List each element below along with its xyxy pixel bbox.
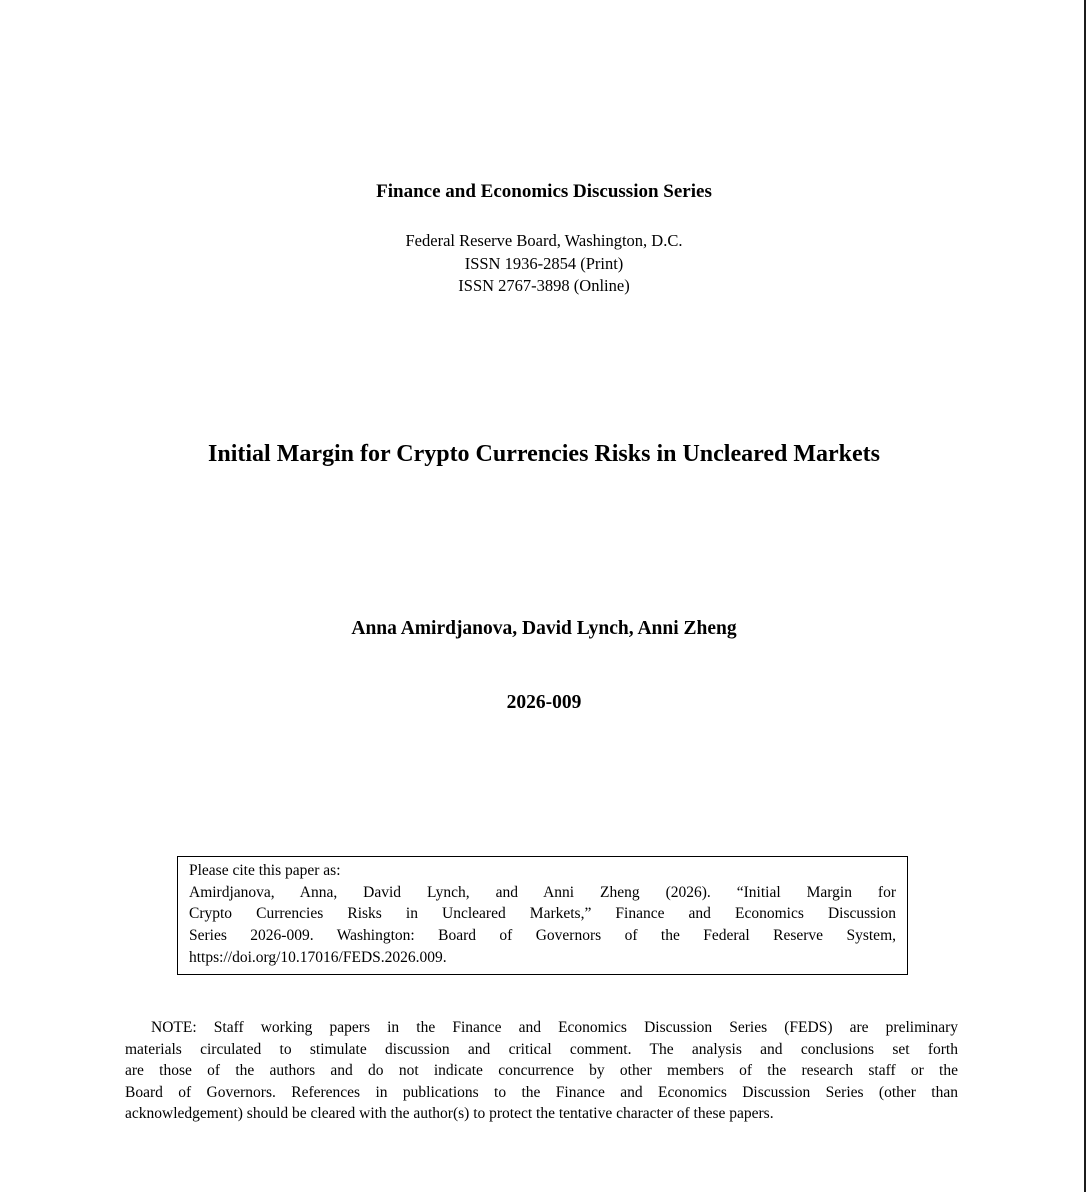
publisher-block: [0, 230, 1088, 298]
paper-number: 2026-009: [506, 692, 582, 713]
paper-title: Initial Margin for Crypto Currencies Risks in Uncleared Markets: [208, 441, 880, 467]
citation-doi-line: https://doi.org/10.17016/FEDS.2026.009.: [189, 948, 447, 966]
citation-line: Crypto Currencies Risks in Uncleared Markets,” Finance and Economics Discussion: [189, 905, 896, 923]
authors-line: Anna Amirdjanova, David Lynch, Anni Zheng: [351, 618, 737, 639]
note-paragraph: [125, 1017, 958, 1125]
note-line: materials circulated to stimulate discussion and critical comment. The analysis and conclusions set forth: [125, 1040, 958, 1058]
institution-line: Federal Reserve Board, Washington, D.C.: [405, 231, 683, 250]
issn-online-line: ISSN 2767-3898 (Online): [458, 276, 630, 295]
citation-label: Please cite this paper as:: [189, 862, 341, 879]
citation-line: Series 2026-009. Washington: Board of Governors of the Federal Reserve System,: [189, 927, 896, 945]
scan-edge-artifact: [1084, 0, 1086, 1192]
citation-box: [177, 856, 908, 975]
note-line: NOTE: Staff working papers in the Finance and Economics Discussion Series (FEDS) are preliminary: [151, 1019, 958, 1036]
citation-line: Amirdjanova, Anna, David Lynch, and Anni Zheng (2026). “Initial Margin for: [189, 883, 896, 901]
series-title: Finance and Economics Discussion Series: [376, 181, 712, 202]
note-line: are those of the authors and do not indicate concurrence by other members of the research staff or the: [125, 1062, 958, 1079]
issn-print-line: ISSN 1936-2854 (Print): [464, 253, 624, 273]
note-line: Board of Governors. References in publications to the Finance and Economics Discussion Series (other than: [125, 1083, 958, 1101]
note-line: acknowledgement) should be cleared with the author(s) to protect the tentative character of these papers.: [125, 1105, 774, 1122]
